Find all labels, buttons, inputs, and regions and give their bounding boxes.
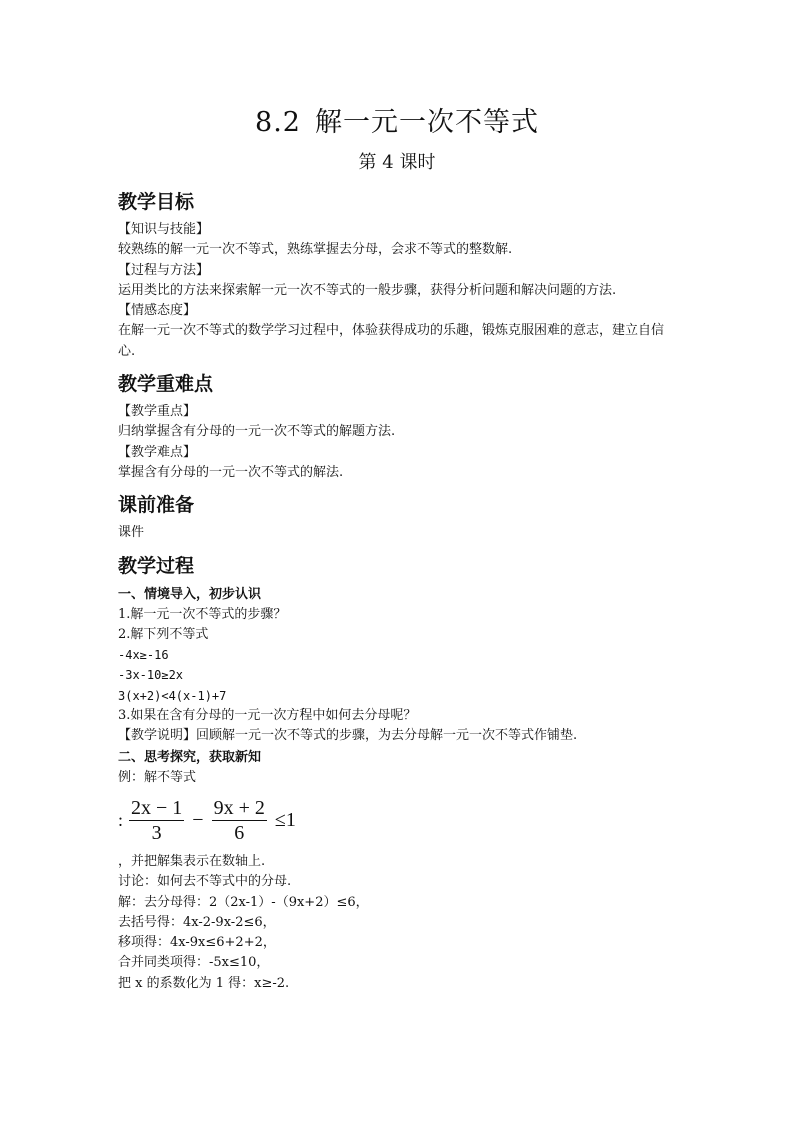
formula-minus: − bbox=[192, 809, 204, 832]
inequality-1: -4x≥-16 bbox=[118, 648, 169, 663]
document-body bbox=[118, 180, 678, 994]
solution-step-1: 解：去分母得：2（2x-1）-（9x+2）≤6， bbox=[118, 894, 369, 910]
title-number: 8.2 bbox=[255, 107, 301, 138]
difficulty-text: 掌握含有分母的一元一次不等式的解法. bbox=[118, 464, 344, 480]
difficulty-label: 【教学难点】 bbox=[118, 444, 197, 460]
formula-colon: : bbox=[118, 810, 124, 831]
page-subtitle: 第 4 课时 bbox=[358, 152, 436, 173]
fraction-1-numerator: 2x − 1 bbox=[131, 797, 183, 820]
example-formula bbox=[118, 792, 678, 850]
discussion-text: 讨论：如何去不等式中的分母. bbox=[118, 874, 292, 890]
fraction-1-denominator: 3 bbox=[151, 822, 162, 845]
preparation-heading: 课前准备 bbox=[118, 494, 195, 517]
fraction-2-denominator: 6 bbox=[234, 822, 245, 845]
formula-relation: ≤1 bbox=[274, 809, 296, 832]
emotion-text: 在解一元一次不等式的数学学习过程中，体验获得成功的乐趣，锻炼克服困难的意志，建立自信心. bbox=[118, 323, 665, 359]
focus-label: 【教学重点】 bbox=[118, 404, 197, 420]
solution-step-2: 去括号得：4x-2-9x-2≤6， bbox=[118, 914, 276, 930]
after-formula-text: ，并把解集表示在数轴上. bbox=[118, 853, 266, 869]
preparation-text: 课件 bbox=[118, 525, 145, 541]
solution-step-5: 把 x 的系数化为 1 得：x≥-2. bbox=[118, 975, 290, 991]
fraction-2 bbox=[212, 796, 267, 845]
title-text: 解一元一次不等式 bbox=[314, 107, 539, 138]
process-heading: 教学过程 bbox=[118, 554, 195, 577]
example-label: 例：解不等式 bbox=[118, 769, 197, 785]
solution-step-3: 移项得：4x-9x≤6+2+2， bbox=[118, 935, 276, 951]
inequality-3: 3(x+2)<4(x-1)+7 bbox=[118, 688, 227, 703]
knowledge-label: 【知识与技能】 bbox=[118, 222, 210, 237]
question-1: 1.解一元一次不等式的步骤？ bbox=[118, 606, 287, 622]
focus-text: 归纳掌握含有分母的一元一次不等式的解题方法. bbox=[118, 424, 396, 440]
question-2: 2.解下列不等式 bbox=[118, 626, 209, 642]
fraction-1 bbox=[129, 796, 184, 845]
process-text: 运用类比的方法来探索解一元一次不等式的一般步骤，获得分析问题和解决问题的方法. bbox=[118, 282, 617, 298]
goals-heading: 教学目标 bbox=[118, 191, 195, 213]
part1-heading: 一、情境导入，初步认识 bbox=[118, 586, 262, 602]
inequality-2: -3x-10≥2x bbox=[118, 668, 184, 683]
question-3: 3.如果在含有分母的一元一次方程中如何去分母呢？ bbox=[118, 708, 417, 724]
emotion-label: 【情感态度】 bbox=[118, 303, 197, 319]
process-label: 【过程与方法】 bbox=[118, 262, 210, 278]
solution-step-4: 合并同类项得：-5x≤10， bbox=[118, 955, 270, 971]
knowledge-text: 较熟练的解一元一次不等式，熟练掌握去分母，会求不等式的整数解. bbox=[118, 242, 513, 258]
key-points-heading: 教学重难点 bbox=[118, 373, 214, 396]
teaching-note: 【教学说明】回顾解一元一次不等式的步骤，为去分母解一元一次不等式作铺垫. bbox=[118, 728, 578, 744]
fraction-2-numerator: 9x + 2 bbox=[213, 797, 265, 820]
page-title bbox=[0, 100, 794, 139]
part2-heading: 二、思考探究，获取新知 bbox=[118, 749, 262, 765]
